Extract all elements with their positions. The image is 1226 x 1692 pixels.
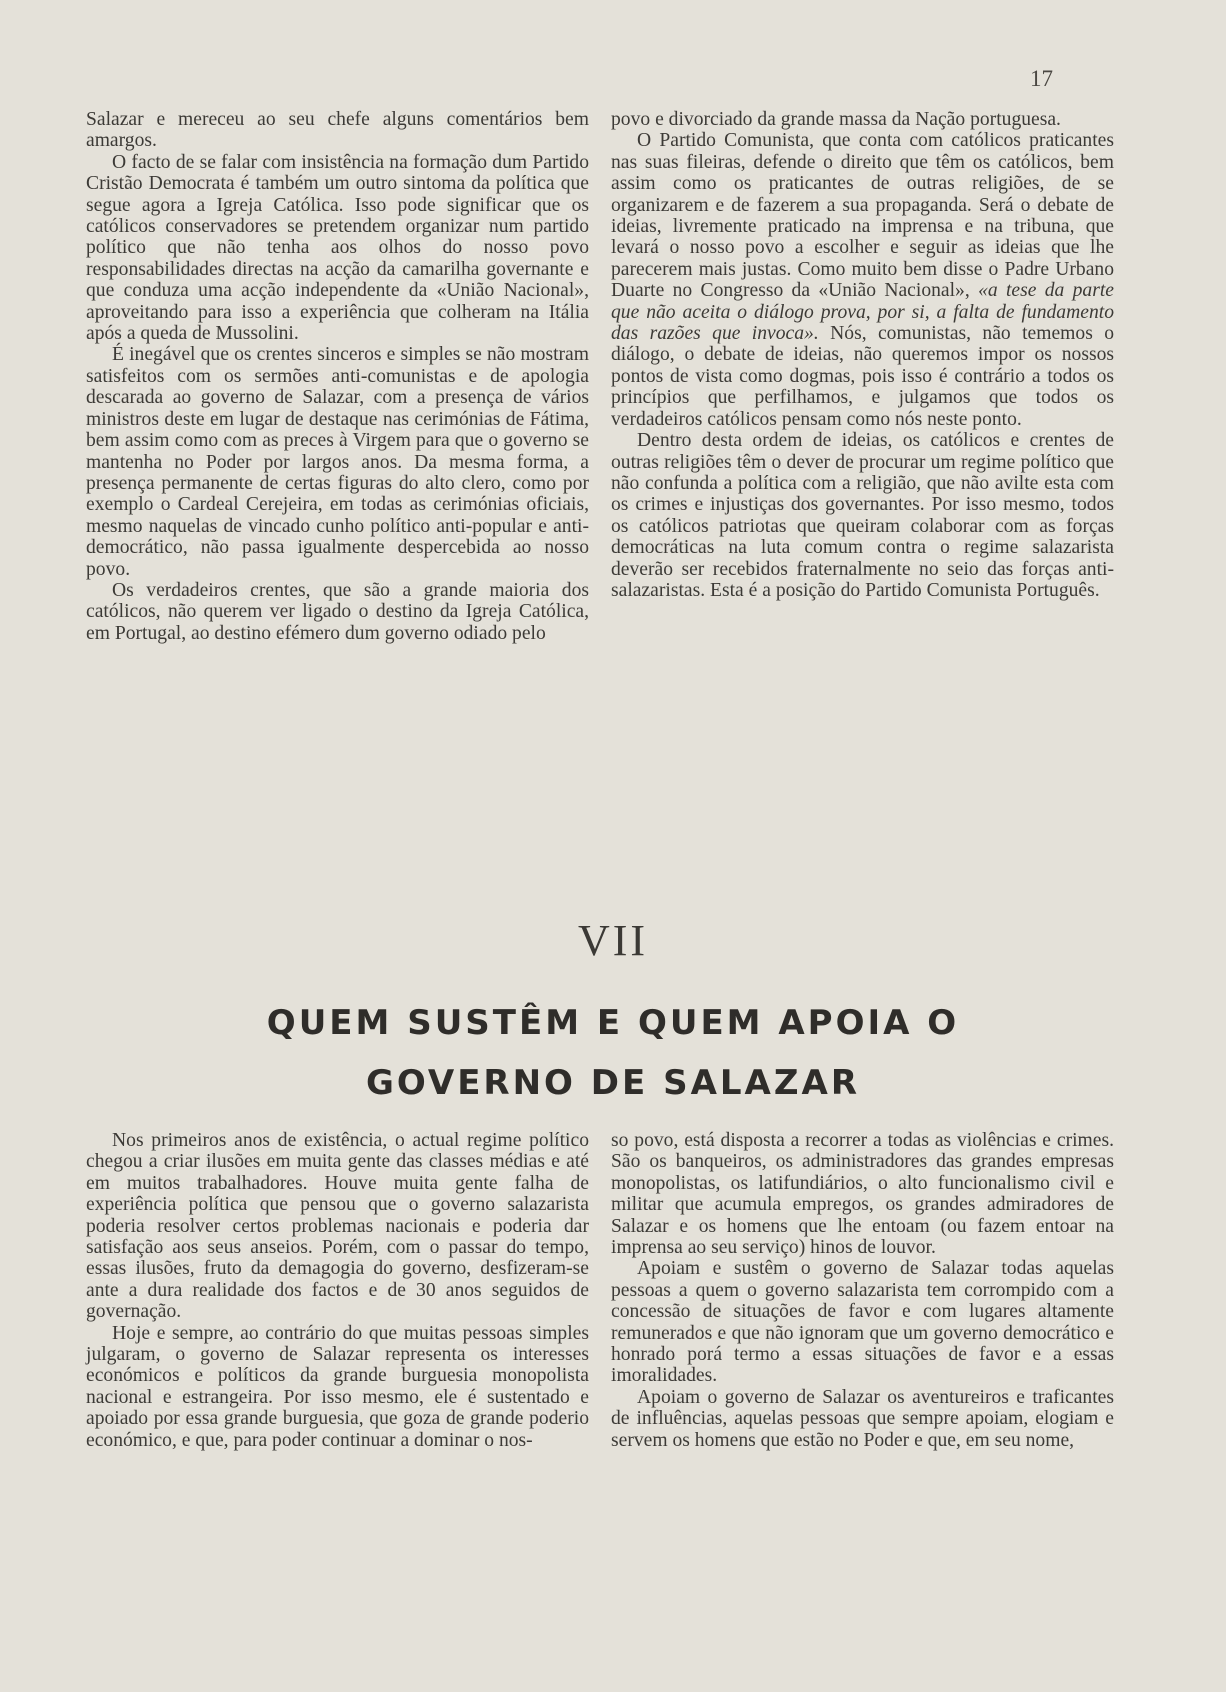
paragraph: É inegável que os crentes sinceros e simples se não mostram satisfeitos com os sermões anti-comunistas e de apologia descarada ao governo de Salazar, com a presença de vários ministros deste em lugar de destaque nas cerimónias de Fátima, bem assim como com as preces à Virgem para que o governo se mantenha no Poder por largos anos. Da mesma forma, a presença permanente de certas figuras do alto clero, como por exemplo o Cardeal Cerejeira, em todas as cerimónias oficiais, mesmo naquelas de vincado cunho político anti-popular e anti-democrático, não passa igualmente despercebida ao nosso povo. — [86, 344, 589, 580]
quotation: «a tese da parte que não aceita o diálogo prova, por si, a falta de fundamento das razões que invoca». — [611, 280, 1114, 345]
paragraph: Dentro desta ordem de ideias, os católicos e crentes de outras religiões têm o dever de procurar um regime político que não confunda a política com a religião, que não avilte esta com os crimes e injustiças dos governantes. Por isso mesmo, todos os católicos patriotas que queiram colaborar com as forças democráticas na luta comum contra o regime salazarista deverão ser recebidos fraternalmente no seio das forças anti-salazaristas. Esta é a posição do Partido Comunista Português. — [611, 430, 1114, 601]
page-number: 17 — [1030, 66, 1053, 91]
section-title-line-1: QUEM SUSTÊM E QUEM APOIA O — [266, 1003, 960, 1043]
paragraph: Apoiam o governo de Salazar os aventureiros e traficantes de influências, aquelas pessoas que sempre apoiam, elogiam e servem os homens que estão no Poder e que, em seu nome, — [611, 1386, 1114, 1451]
paragraph: Nos primeiros anos de existência, o actual regime político chegou a criar ilusões em muita gente das classes médias e até em muitos trabalhadores. Houve muita gente falha de experiência política que pensou que o governo salazarista poderia resolver certos problemas nacionais e poderia dar satisfação aos seus anseios. Porém, com o passar do tempo, essas ilusões, fruto da demagogia do governo, desfizeram-se ante a dura realidade dos factos e de 30 anos seguidos de governação. — [86, 1130, 589, 1323]
paragraph: Hoje e sempre, ao contrário do que muitas pessoas simples julgaram, o governo de Salazar representa os interesses económicos e políticos da grande burguesia monopolista nacional e estrangeira. Por isso mesmo, ele é sustentado e apoiado por essa grande burguesia, que goza de grande poderio económico, e que, para poder continuar a dominar o nos- — [86, 1322, 589, 1451]
paragraph: povo e divorciado da grande massa da Nação portuguesa. — [611, 109, 1061, 130]
paragraph-text: O Partido Comunista, que conta com católicos praticantes nas suas fileiras, defende o direito que têm os católicos, bem assim como os praticantes de outras religiões, de se organizarem e de fazerem a sua propaganda. Será o debate de ideias, livremente praticado na imprensa e na tribuna, que levará o nosso povo a escolher e seguir as ideias que lhe parecerem mais justas. Como muito bem disse o Padre Urbano Duarte no Congresso da «União Nacional», — [611, 130, 1114, 302]
paragraph: so povo, está disposta a recorrer a todas as violências e crimes. São os banqueiros, os administradores das grandes empresas monopolistas, os latifundiários, o alto funcionalismo civil e militar que acumula empregos, os grandes admiradores de Salazar e os homens que lhe entoam (ou fazem entoar na imprensa ao seu serviço) hinos de louvor. — [611, 1130, 1114, 1259]
paragraph: Apoiam e sustêm o governo de Salazar todas aquelas pessoas a quem o governo salazarista tem corrompido com a concessão de situações de favor e com lugares altamente remunerados e que não ignoram que um governo democrático e honrado porá termo a essas situações de favor e a essas imoralidades. — [611, 1258, 1114, 1387]
paragraph: O facto de se falar com insistência na formação dum Partido Cristão Democrata é também um outro sintoma da política que segue agora a Igreja Católica. Isso pode significar que os católicos conservadores se pretendem organizar num partido político que não tenha aos olhos do nosso povo responsabilidades directas na acção da camarilha governante e que conduza uma acção independente da «União Nacional», aproveitando para isso a experiência que colheram na Itália após a queda de Mussolini. — [86, 151, 589, 345]
section-number: VII — [577, 916, 649, 965]
section-title-line-2: GOVERNO DE SALAZAR — [365, 1063, 861, 1103]
bottom-right-column — [611, 1130, 1114, 1451]
bottom-left-column — [86, 1130, 589, 1451]
paragraph: Os verdadeiros crentes, que são a grande maioria dos católicos, não querem ver ligado o destino da Igreja Católica, em Portugal, ao destino efémero dum governo odiado pelo — [86, 579, 589, 644]
paragraph: Salazar e mereceu ao seu chefe alguns comentários bem amargos. — [86, 109, 589, 152]
paragraph — [611, 130, 1114, 430]
top-left-column — [86, 109, 589, 644]
top-right-column — [611, 109, 1114, 601]
paragraph-text: Nós, comunistas, não tememos o diálogo, o debate de ideias, não queremos impor os nossos pontos de vista como dogmas, pois isso é contrário a todos os princípios que perfilhamos, e julgamos que todos os verdadeiros católicos pensam como nós neste ponto. — [611, 323, 1115, 430]
